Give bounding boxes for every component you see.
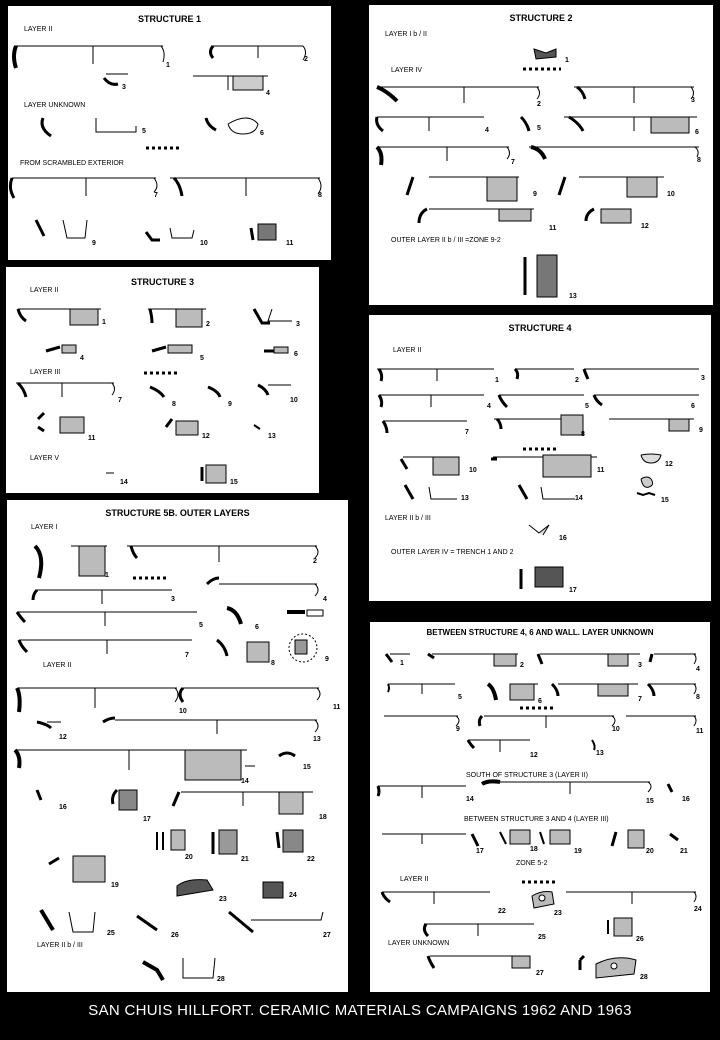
sherd-number: 5	[537, 125, 541, 132]
sherd-number: 2	[575, 377, 579, 384]
panel-title: STRUCTURE 3	[130, 277, 194, 287]
sherd-number: 28	[217, 976, 225, 983]
sherd-number: 19	[574, 848, 582, 855]
sherd-number: 6	[538, 698, 542, 705]
sherd-number: 22	[307, 856, 315, 863]
sherd-number: 13	[461, 495, 469, 502]
ceramic-profiles-drawing	[369, 315, 711, 601]
sherd-number: 3	[171, 596, 175, 603]
sherd-number: 3	[701, 375, 705, 382]
layer-label: LAYER II	[393, 347, 422, 354]
sherd-number: 10	[667, 191, 675, 198]
layer-label: LAYER III	[30, 369, 61, 376]
sherd-number: 7	[154, 192, 158, 199]
sherd-number: 6	[260, 130, 264, 137]
sherd-number: 7	[185, 652, 189, 659]
sherd-number: 4	[266, 90, 270, 97]
sherd-number: 10	[179, 708, 187, 715]
sherd-number: 4	[323, 596, 327, 603]
layer-label: LAYER I	[31, 524, 58, 531]
sherd-number: 26	[636, 936, 644, 943]
sherd-number: 6	[255, 624, 259, 631]
sherd-number: 13	[313, 736, 321, 743]
sherd-number: 12	[59, 734, 67, 741]
sherd-number: 4	[696, 666, 700, 673]
layer-label: LAYER UNKNOWN	[388, 940, 450, 947]
sherd-number: 12	[202, 433, 210, 440]
sherd-number: 8	[697, 157, 701, 164]
layer-label: LAYER II	[30, 287, 59, 294]
sherd-number: 12	[530, 752, 538, 759]
sherd-number: 7	[465, 429, 469, 436]
sherd-number: 20	[646, 848, 654, 855]
sherd-number: 1	[105, 572, 109, 579]
sherd-number: 9	[456, 726, 460, 733]
layer-label: SOUTH OF STRUCTURE 3 (LAYER II)	[466, 772, 588, 779]
panel-structure-1	[8, 6, 331, 260]
panel-title: BETWEEN STRUCTURE 4, 6 AND WALL. LAYER UNKNOWN	[426, 628, 654, 637]
sherd-number: 18	[319, 814, 327, 821]
sherd-number: 16	[682, 796, 690, 803]
sherd-number: 8	[696, 694, 700, 701]
sherd-number: 16	[59, 804, 67, 811]
sherd-number: 13	[596, 750, 604, 757]
panel-title: STRUCTURE 2	[509, 13, 573, 23]
layer-label: LAYER UNKNOWN	[24, 102, 86, 109]
sherd-number: 10	[290, 397, 298, 404]
layer-label: LAYER II	[24, 26, 53, 33]
sherd-number: 25	[538, 934, 546, 941]
sherd-number: 4	[485, 127, 489, 134]
sherd-number: 11	[549, 225, 557, 232]
sherd-number: 8	[271, 660, 275, 667]
sherd-number: 17	[143, 816, 151, 823]
sherd-number: 17	[569, 587, 577, 594]
sherd-number: 2	[537, 101, 541, 108]
sherd-number: 13	[268, 433, 276, 440]
sherd-number: 7	[638, 696, 642, 703]
layer-label: LAYER II b / III	[385, 515, 431, 522]
sherd-number: 10	[469, 467, 477, 474]
sherd-number: 12	[665, 461, 673, 468]
sherd-number: 3	[638, 662, 642, 669]
layer-label: OUTER LAYER IV = TRENCH 1 AND 2	[391, 549, 514, 556]
sherd-number: 11	[286, 240, 294, 247]
sherd-number: 9	[325, 656, 329, 663]
sherd-number: 1	[565, 57, 569, 64]
sherd-number: 5	[200, 355, 204, 362]
sherd-number: 8	[172, 401, 176, 408]
sherd-number: 27	[323, 932, 331, 939]
sherd-number: 3	[691, 97, 695, 104]
ceramic-profiles-drawing	[369, 5, 713, 305]
sherd-number: 1	[102, 319, 106, 326]
layer-label: LAYER V	[30, 455, 60, 462]
panel-title: STRUCTURE 5B. OUTER LAYERS	[105, 508, 250, 518]
sherd-number: 15	[661, 497, 669, 504]
panel-structure-5b	[7, 500, 348, 992]
layer-label: OUTER LAYER II b / III =ZONE 9-2	[391, 237, 501, 244]
sherd-number: 11	[88, 435, 96, 442]
sherd-number: 8	[318, 192, 322, 199]
sherd-number: 6	[691, 403, 695, 410]
sherd-number: 3	[122, 84, 126, 91]
sherd-number: 14	[241, 778, 249, 785]
layer-label: LAYER II	[400, 876, 429, 883]
sherd-number: 1	[166, 62, 170, 69]
sherd-number: 20	[185, 854, 193, 861]
layer-label: LAYER II b / III	[37, 942, 83, 949]
sherd-number: 28	[640, 974, 648, 981]
sherd-number: 1	[400, 660, 404, 667]
sherd-number: 24	[694, 906, 702, 913]
sherd-number: 21	[680, 848, 688, 855]
sherd-number: 7	[511, 159, 515, 166]
sherd-number: 2	[206, 321, 210, 328]
figure-caption: SAN CHUIS HILLFORT. CERAMIC MATERIALS CAMPAIGNS 1962 AND 1963	[88, 1002, 632, 1019]
sherd-number: 23	[554, 910, 562, 917]
sherd-number: 10	[200, 240, 208, 247]
sherd-number: 17	[476, 848, 484, 855]
sherd-number: 9	[699, 427, 703, 434]
sherd-number: 10	[612, 726, 620, 733]
sherd-number: 2	[313, 558, 317, 565]
sherd-number: 14	[466, 796, 474, 803]
sherd-number: 27	[536, 970, 544, 977]
sherd-number: 15	[303, 764, 311, 771]
panel-title: STRUCTURE 4	[508, 323, 572, 333]
sherd-number: 5	[142, 128, 146, 135]
ceramic-profiles-drawing	[7, 500, 348, 992]
sherd-number: 5	[458, 694, 462, 701]
sherd-number: 7	[118, 397, 122, 404]
layer-label: LAYER I b / II	[385, 31, 427, 38]
sherd-number: 26	[171, 932, 179, 939]
sherd-number: 3	[296, 321, 300, 328]
sherd-number: 9	[92, 240, 96, 247]
sherd-number: 2	[520, 662, 524, 669]
panel-title: STRUCTURE 1	[137, 14, 201, 24]
sherd-number: 24	[289, 892, 297, 899]
sherd-number: 15	[646, 798, 654, 805]
sherd-number: 11	[597, 467, 605, 474]
sherd-number: 15	[230, 479, 238, 486]
ceramic-profiles-drawing	[8, 6, 331, 260]
panel-structure-4	[369, 315, 711, 601]
sherd-number: 13	[569, 293, 577, 300]
sherd-number: 5	[199, 622, 203, 629]
sherd-number: 14	[120, 479, 128, 486]
panel-between-structures	[370, 622, 710, 992]
layer-label: LAYER IV	[391, 67, 422, 74]
sherd-number: 18	[530, 846, 538, 853]
sherd-number: 9	[533, 191, 537, 198]
panel-structure-3	[6, 267, 319, 493]
sherd-number: 11	[333, 704, 341, 711]
sherd-number: 16	[559, 535, 567, 542]
sherd-number: 4	[80, 355, 84, 362]
layer-label: ZONE 5-2	[516, 860, 548, 867]
panel-structure-2	[369, 5, 713, 305]
sherd-number: 23	[219, 896, 227, 903]
sherd-number: 2	[304, 56, 308, 63]
layer-label: BETWEEN STRUCTURE 3 AND 4 (LAYER III)	[464, 816, 609, 823]
sherd-number: 12	[641, 223, 649, 230]
sherd-number: 9	[228, 401, 232, 408]
sherd-number: 8	[581, 431, 585, 438]
sherd-number: 5	[585, 403, 589, 410]
sherd-number: 14	[575, 495, 583, 502]
layer-label: FROM SCRAMBLED EXTERIOR	[20, 160, 124, 167]
sherd-number: 6	[294, 351, 298, 358]
sherd-number: 6	[695, 129, 699, 136]
layer-label: LAYER II	[43, 662, 72, 669]
sherd-number: 11	[696, 728, 704, 735]
sherd-number: 4	[487, 403, 491, 410]
sherd-number: 22	[498, 908, 506, 915]
sherd-number: 19	[111, 882, 119, 889]
sherd-number: 25	[107, 930, 115, 937]
sherd-number: 21	[241, 856, 249, 863]
ceramic-profiles-drawing	[6, 267, 319, 493]
sherd-number: 1	[495, 377, 499, 384]
